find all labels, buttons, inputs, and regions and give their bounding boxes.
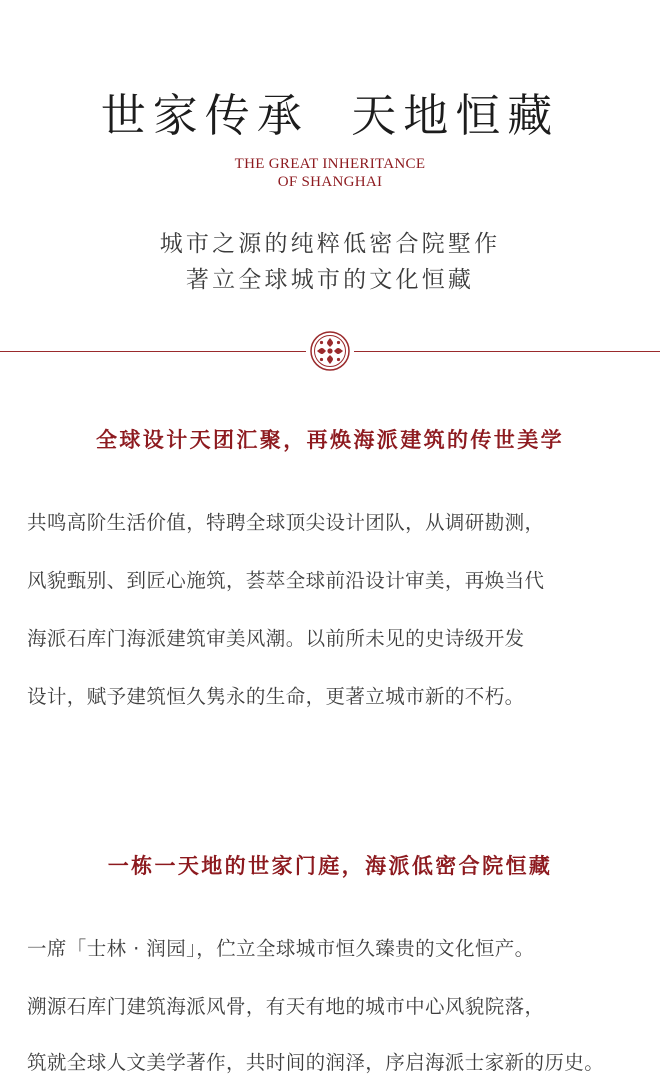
tagline-line-2: 著立全球城市的文化恒藏 — [185, 267, 475, 293]
english-subtitle-line-1: THE GREAT INHERITANCE — [234, 156, 426, 172]
section-1-line-3: 海派石库门海派建筑审美风潮。以前所未见的史诗级开发 — [27, 627, 525, 650]
section-2-heading: 一栋一天地的世家门庭，海派低密合院恒藏 — [107, 854, 553, 878]
divider-rule-left — [0, 351, 306, 352]
section-2-line-3: 筑就全球人文美学著作，共时间的润泽，序启海派士家新的历史。 — [27, 1051, 605, 1074]
ornamental-medallion-icon — [309, 330, 351, 372]
section-1-line-4: 设计，赋予建筑恒久隽永的生命，更著立城市新的不朽。 — [27, 685, 525, 708]
section-1-heading: 全球设计天团汇聚，再焕海派建筑的传世美学 — [96, 428, 564, 452]
tagline-line-1: 城市之源的纯粹低密合院墅作 — [159, 231, 501, 257]
section-1-line-2: 风貌甄别、到匠心施筑，荟萃全球前沿设计审美，再焕当代 — [27, 569, 545, 592]
section-2-line-1: 一席「士林 · 润园」，伫立全球城市恒久臻贵的文化恒产。 — [27, 937, 535, 960]
section-1-line-1: 共鸣高阶生活价值，特聘全球顶尖设计团队，从调研勘测， — [27, 511, 545, 534]
ornamental-divider — [0, 330, 660, 374]
section-2-line-2: 溯源石库门建筑海派风骨，有天有地的城市中心风貌院落， — [27, 995, 545, 1018]
main-title: 世家传承 天地恒藏 — [100, 89, 560, 142]
english-subtitle-line-2: OF SHANGHAI — [277, 174, 383, 190]
divider-rule-right — [354, 351, 660, 352]
